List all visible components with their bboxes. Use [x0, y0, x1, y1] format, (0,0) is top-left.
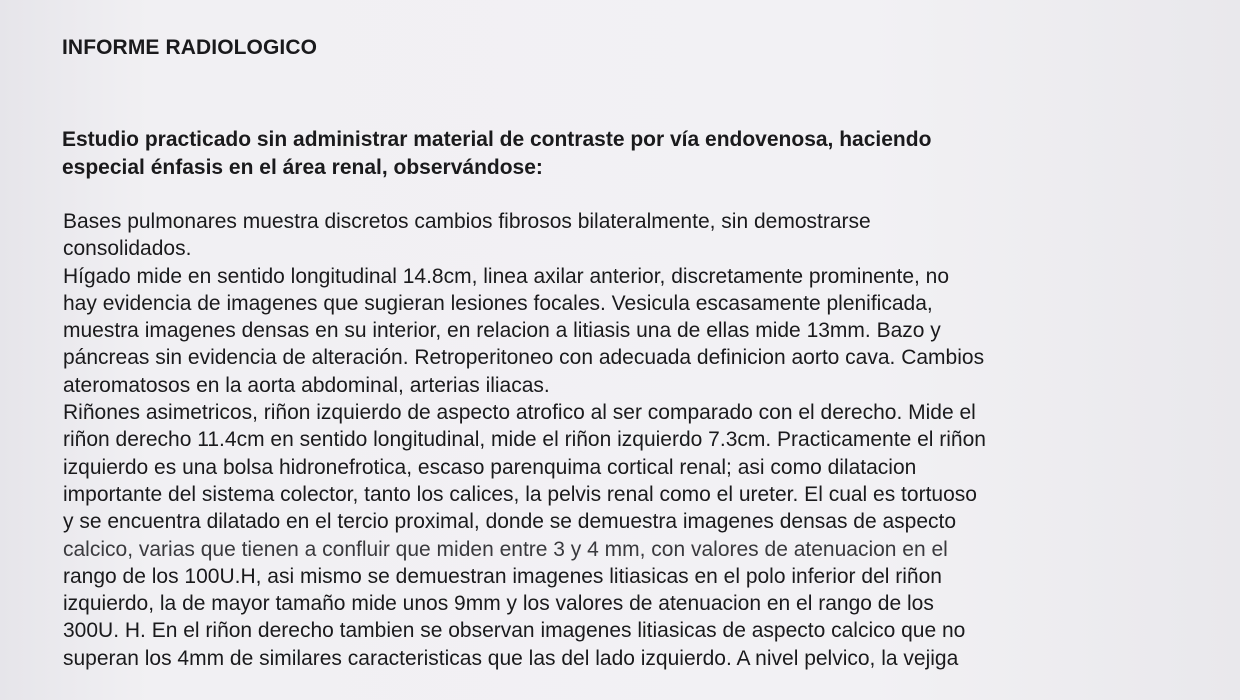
intro-line: especial énfasis en el área renal, observándose:: [62, 156, 543, 179]
text-line: izquierdo, la de mayor tamaño mide unos 9mm y los valores de atenuacion en el rango de los: [63, 592, 934, 616]
text-line: Bases pulmonares muestra discretos cambios fibrosos bilateralmente, sin demostrarse: [63, 210, 871, 233]
text-line: Riñones asimetricos, riñon izquierdo de aspecto atrofico al ser comparado con el derecho. Mide el: [63, 401, 976, 425]
findings-text: [63, 208, 1193, 672]
text-line: y se encuentra dilatado en el tercio proximal, donde se demuestra imagenes densas de aspecto: [63, 510, 957, 534]
text-line: calcico, varias que tienen a confluir que miden entre 3 y 4 mm, con valores de atenuacion en el: [63, 537, 948, 561]
text-line: importante del sistema colector, tanto los calices, la pelvis renal como el ureter. El cual es tortuoso: [63, 482, 977, 506]
text-line: riñon derecho 11.4cm en sentido longitudinal, mide el riñon izquierdo 7.3cm. Practicamente el riñon: [63, 428, 986, 452]
text-line: Hígado mide en sentido longitudinal 14.8cm, linea axilar anterior, discretamente prominente, no: [63, 264, 950, 288]
text-line: muestra imagenes densas en su interior, en relacion a litiasis una de ellas mide 13mm. Bazo y: [63, 319, 941, 343]
intro-paragraph: [62, 126, 1192, 182]
text-line: páncreas sin evidencia de alteración. Retroperitoneo con adecuada definicion aorto cava. Cambios: [63, 346, 985, 370]
text-line: izquierdo es una bolsa hidronefrotica, escaso parenquima cortical renal; asi como dilatacion: [63, 455, 917, 479]
text-line: 300U. H. En el riñon derecho tambien se observan imagenes litiasicas de aspecto calcico que no: [63, 619, 966, 643]
report-title: INFORME RADIOLOGICO: [62, 36, 318, 59]
text-line: superan los 4mm de similares caracteristicas que las del lado izquierdo. A nivel pelvico, la vejiga: [63, 646, 959, 670]
text-line: consolidados.: [63, 237, 192, 261]
text-line: ateromatosos en la aorta abdominal, arterias iliacas.: [63, 373, 550, 397]
intro-line: Estudio practicado sin administrar material de contraste por vía endovenosa, haciendo: [62, 128, 932, 151]
text-line: rango de los 100U.H, asi mismo se demuestran imagenes litiasicas en el polo inferior del riñon: [63, 564, 942, 588]
text-line: hay evidencia de imagenes que sugieran lesiones focales. Vesicula escasamente plenificada,: [63, 291, 933, 315]
